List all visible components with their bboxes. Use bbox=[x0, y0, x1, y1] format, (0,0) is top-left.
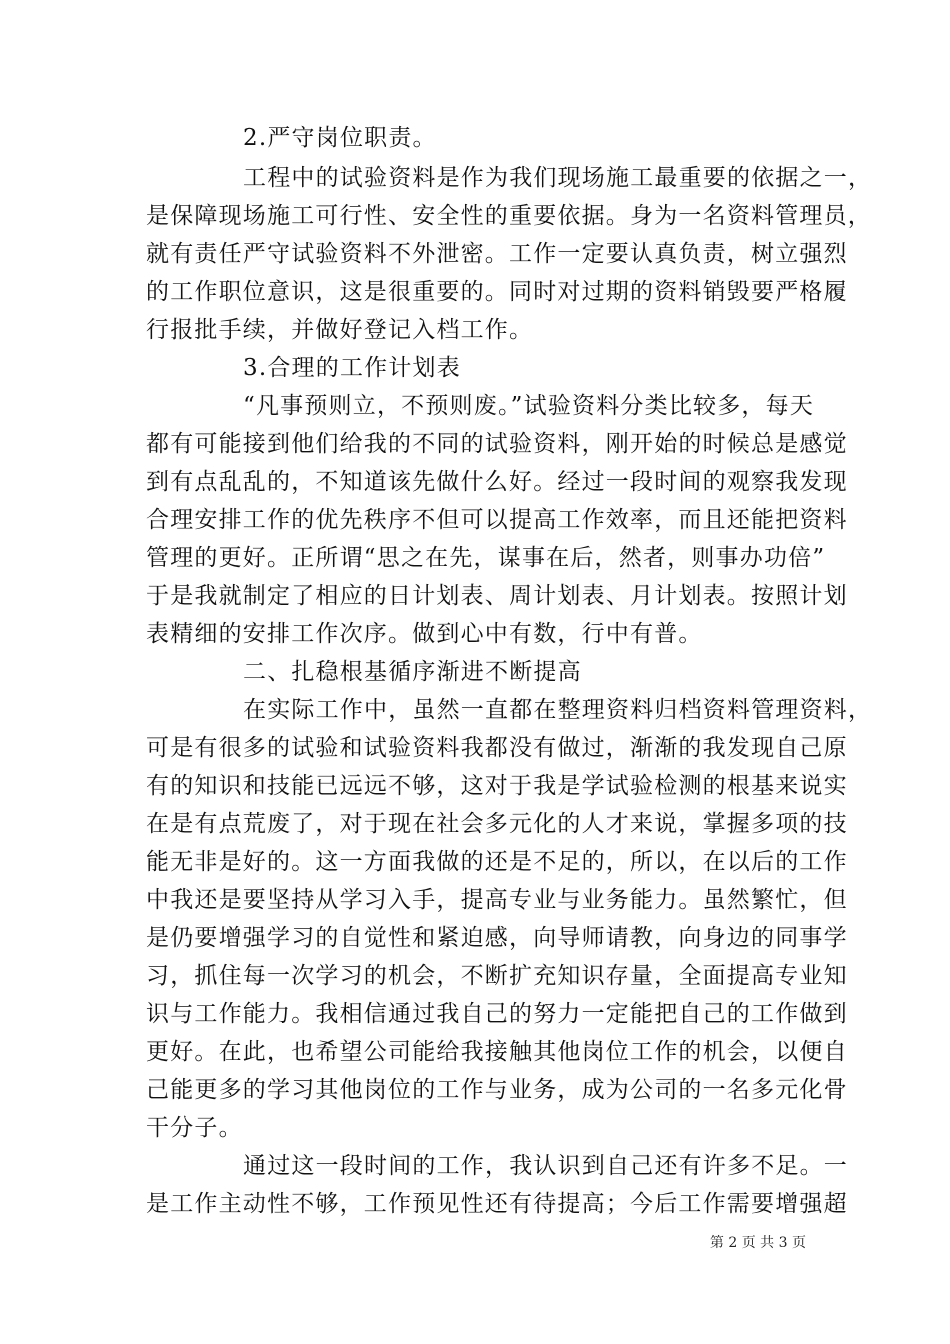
paragraph-line: “凡事预则立，不预则废。”试验资料分类比较多，每天 bbox=[243, 393, 815, 419]
paragraph-line: 在实际工作中，虽然一直都在整理资料归档资料管理资料， bbox=[243, 697, 873, 723]
paragraph-line: 的工作职位意识，这是很重要的。同时对过期的资料销毁要严格履 bbox=[146, 279, 848, 305]
paragraph-line: 是保障现场施工可行性、安全性的重要依据。身为一名资料管理员， bbox=[146, 203, 872, 229]
heading-duty: 2.严守岗位职责。 bbox=[243, 125, 437, 151]
heading-plan: 3.合理的工作计划表 bbox=[243, 355, 461, 381]
paragraph-line: 更好。在此，也希望公司能给我接触其他岗位工作的机会，以便自 bbox=[146, 1039, 848, 1065]
paragraph-line: 工程中的试验资料是作为我们现场施工最重要的依据之一， bbox=[243, 165, 873, 191]
paragraph-line: 在是有点荒废了，对于现在社会多元化的人才来说，掌握多项的技 bbox=[146, 811, 848, 837]
paragraph-line: 是仍要增强学习的自觉性和紧迫感，向导师请教，向身边的同事学 bbox=[146, 925, 848, 951]
paragraph-line: 是工作主动性不够，工作预见性还有待提高；今后工作需要增强超 bbox=[146, 1191, 848, 1217]
paragraph-line: 合理安排工作的优先秩序不但可以提高工作效率，而且还能把资料 bbox=[146, 507, 848, 533]
paragraph-line: 己能更多的学习其他岗位的工作与业务，成为公司的一名多元化骨 bbox=[146, 1077, 848, 1103]
paragraph-line: 行报批手续，并做好登记入档工作。 bbox=[146, 317, 534, 343]
paragraph-line: 就有责任严守试验资料不外泄密。工作一定要认真负责，树立强烈 bbox=[146, 241, 848, 267]
paragraph-line: 都有可能接到他们给我的不同的试验资料，刚开始的时候总是感觉 bbox=[146, 431, 848, 457]
paragraph-line: 干分子。 bbox=[146, 1115, 243, 1141]
paragraph-line: 有的知识和技能已远远不够，这对于我是学试验检测的根基来说实 bbox=[146, 773, 848, 799]
paragraph-line: 识与工作能力。我相信通过我自己的努力一定能把自己的工作做到 bbox=[146, 1001, 848, 1027]
page-number: 第 2 页 共 3 页 bbox=[709, 1235, 806, 1251]
heading-section-two: 二、扎稳根基循序渐进不断提高 bbox=[243, 659, 582, 685]
paragraph-line: 到有点乱乱的，不知道该先做什么好。经过一段时间的观察我发现 bbox=[146, 469, 848, 495]
paragraph-line: 中我还是要坚持从学习入手，提高专业与业务能力。虽然繁忙，但 bbox=[146, 887, 848, 913]
paragraph-line: 通过这一段时间的工作，我认识到自己还有许多不足。一 bbox=[243, 1153, 848, 1179]
paragraph-line: 习，抓住每一次学习的机会，不断扩充知识存量，全面提高专业知 bbox=[146, 963, 848, 989]
paragraph-line: 于是我就制定了相应的日计划表、周计划表、月计划表。按照计划 bbox=[146, 583, 848, 609]
paragraph-line: 能无非是好的。这一方面我做的还是不足的，所以，在以后的工作 bbox=[146, 849, 848, 875]
paragraph-line: 管理的更好。正所谓“思之在先，谋事在后，然者，则事办功倍” bbox=[146, 545, 826, 571]
paragraph-line: 表精细的安排工作次序。做到心中有数，行中有普。 bbox=[146, 621, 703, 647]
paragraph-line: 可是有很多的试验和试验资料我都没有做过，渐渐的我发现自己原 bbox=[146, 735, 848, 761]
